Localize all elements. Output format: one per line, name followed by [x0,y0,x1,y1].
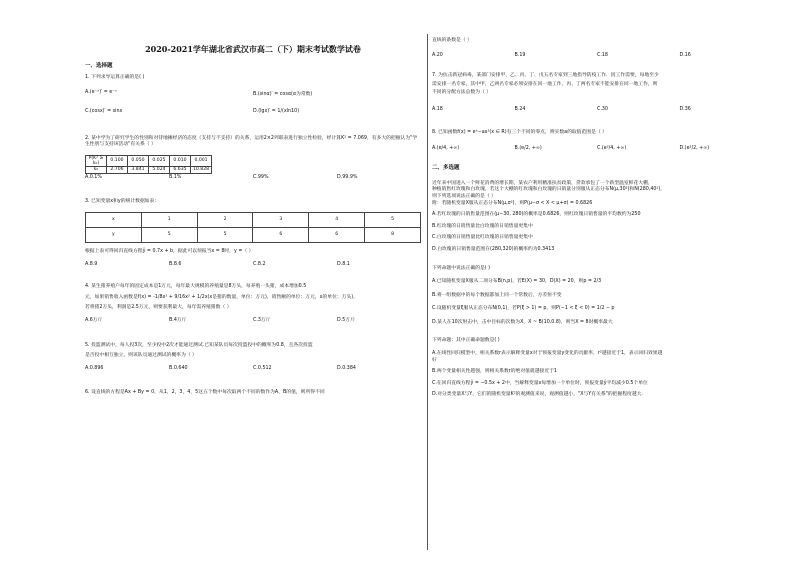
question-6 [85,390,421,397]
option-list [432,53,762,60]
option-c[interactable]: C.99% [253,174,269,180]
question-2 [85,136,421,182]
question-followup: 根据上表可得回归直线方程ŷ = 0.7x + b，据此可以预报当x = 8时，y =（ ） [85,248,254,254]
table-cell: 6.635 [170,166,191,173]
option-list [85,318,421,325]
exam-title: 2020-2021学年湖北省武汉市高二（下）期末考试数学试卷 [145,44,361,54]
option-c[interactable]: C.3万斤 [253,317,271,323]
table-cell: 3 [253,212,309,227]
option-c[interactable]: C.30 [597,106,608,112]
option-list [85,90,421,114]
right-column [432,34,762,399]
option-d[interactable]: D.某人在10次射击中，击中目标的次数为X，X ~ B(10,0.8)，则当X = 8时概率最大 [432,319,613,325]
table-cell: 0.001 [191,155,212,166]
question-8 [432,130,762,153]
option-b[interactable]: B.4万斤 [169,317,187,323]
option-d[interactable]: D.5万斤 [337,317,355,323]
option-d[interactable]: D.0.384 [337,365,356,371]
option-d[interactable]: D.(lgx)′ = 1/(xln10) [253,108,300,114]
table-row [86,227,421,242]
question-line: 附：若随机变量X服从正态分布N(μ,σ²)，则P(μ−σ < X < μ+σ) = 0.6826 [432,200,593,206]
question-3 [85,199,421,268]
table-cell: 0.100 [107,155,128,166]
question-stem: 3. 已知变量x和y的统计数据如表： [85,199,160,205]
option-c[interactable]: C.18 [597,52,608,58]
question-7 [432,73,762,113]
column-divider [427,34,428,550]
option-b[interactable]: B.1% [169,174,182,180]
option-d[interactable]: D.99.9% [337,174,358,180]
option-c[interactable]: C.(e²/4, +∞) [597,146,627,152]
question-stem: 2. 某中学为了研究学生的性别和对待地摊经济的态度（支持与不支持）的关系，运用2×2列联表进行独立性检验，经计算K² = 7.069，有多大的把握认为"学生性别与支持该活动"有关系（ ） [85,135,418,148]
option-c[interactable]: C.设随机变量ξ服从正态分布N(0,1)，若P(ξ > 1) = p，则P(−1 < ξ < 0) = 1/2 − p [432,306,615,312]
option-b[interactable]: B.0.640 [169,365,188,371]
option-d[interactable]: D.白玫瑰的日销售量范围在(280,320)的概率约为0.3413 [432,246,555,252]
question-9 [432,181,762,254]
option-d[interactable]: D.8.1 [337,261,350,267]
option-a[interactable]: A.0.896 [85,365,104,371]
option-c[interactable]: C.0.512 [253,365,272,371]
question-line: 6. 设直线的方程是Ax + By = 0，从1，2，3，4，5这五个数中每次取两个不同的数作为A、B的值，则所得不同 [85,390,325,396]
option-a[interactable]: A.在线性回归模型中，相关系数r表示解释变量x对于预报变量y变化的贡献率，r²越接近于1，表示回归效果越 [432,351,663,357]
table-cell: 0.050 [128,155,149,166]
option-c[interactable]: C.8.2 [253,261,266,267]
question-line: 若将猪2万头，利润是2.5万元，则要获利最大，每年需养殖猪数（ ） [85,305,232,311]
table-cell: x [86,212,142,227]
option-a[interactable]: A.已知随机变量X服从二项分布B(n,p)，若E(X) = 30，D(X) = 20，则p = 2/3 [432,279,602,285]
option-c[interactable]: C.(cosx)′ = sinx [85,108,123,114]
question-line: 需安排一名专家，其中甲、乙两名专家必须安排在同一地工作，丙、丁两名专家不能安排在同一地工作，则 [432,81,658,87]
question-11 [432,338,762,399]
option-b[interactable]: B.24 [514,106,526,112]
option-d[interactable]: D.36 [679,106,691,112]
table-cell: 5 [141,227,197,242]
table-cell: 2 [197,212,253,227]
question-line: 元，如果销售收入函数是f(x) = -1/8x³ + 9/16x² + 1/2x(x是猪的数量，单位：万元)，销售额的单位：万元，x的单位：万头)， [85,294,358,300]
table-cell: y [86,227,142,242]
option-b[interactable]: B.8.6 [169,261,182,267]
critical-value-table [85,155,212,174]
option-d[interactable]: D.(e²/2, +∞) [679,146,710,152]
table-cell: 0.025 [149,155,170,166]
option-list [432,146,762,153]
option-a[interactable]: A.6万斤 [85,317,103,323]
option-b[interactable]: B.将一组数据中的每个数据都加上同一个常数后，方差恒不变 [432,292,562,298]
option-a[interactable]: A.18 [432,106,443,112]
table-cell: 1 [141,212,197,227]
option-a[interactable]: A.若红玫瑰的日销售量范围在(μ−30, 280)的概率是0.6826，则红玫瑰日销售量的平均数约为250 [432,212,641,218]
option-c[interactable]: C.白玫瑰的日销售量比红玫瑰的日销售量更集中 [432,235,533,241]
option-b[interactable]: B.(sinα)′ = cosα(α为常数) [253,91,313,97]
left-column [85,34,421,397]
table-cell: 3.841 [128,166,149,173]
question-line: 4. 某生猪养殖户每年的固定成本是1万元，每年最大规模的养殖量是8万头，每养殖一头猪，成本增加0.5 [85,284,307,290]
option-a-continued: 好 [432,357,437,363]
option-list [85,175,421,182]
section-heading: 二、多选题 [432,164,460,171]
question-line: 不同的分配方法总数为（ ） [432,90,492,96]
question-line: 5. 投篮测试中，每人投3次，至少投中2次才能通过测试.已知某队员每次投篮投中的概率为0.8，且各次投篮 [85,342,313,348]
question-line: 近年来中国进入一个鲜花消费的增长期，某农户利用精准扶贫政策，贷款承包了一个新型温室鲜花大棚， [432,180,653,186]
question-stem: 下列命题中说法正确的是( ) [432,265,491,271]
option-b[interactable]: B.(e/2, +∞) [514,146,542,152]
table-row [86,155,212,166]
option-b[interactable]: B.19 [514,52,526,58]
question-line: 直线的条数是（ ） [432,38,472,43]
question-1 [85,75,421,114]
table-cell: 10.828 [191,166,212,173]
option-a[interactable]: A.(e/4, +∞) [432,146,460,152]
question-5 [85,343,421,373]
option-d[interactable]: D.16 [679,52,691,58]
table-cell: 5 [197,227,253,242]
question-stem: 下列命题：其中正确命题数是( ) [432,338,500,344]
question-line: 种植销售红玫瑰和白玫瑰，若这个大棚的红玫瑰和白玫瑰的日销量分别服从正态分布N(μ,30²)和N(280,40²)， [432,187,666,193]
option-b[interactable]: B.两个变量相关性越强，则相关系数r的绝对值就越接近于1 [432,369,557,375]
table-row [86,166,212,173]
table-row [86,212,421,227]
question-stem: 1. 下列求导运算正确的是( ) [85,75,145,80]
question-line: 是否投中相互独立，则该队员通过测试的概率为（ ） [85,353,197,359]
table-cell: 5 [365,212,421,227]
table-cell: 8 [365,227,421,242]
question-line: 则下列选项说法正确的是（ ） [432,193,496,199]
option-a[interactable]: A.(e⁻ˣ)′ = e⁻ˣ [85,89,117,95]
section-heading: 一、选择题 [85,63,113,69]
option-d[interactable]: D.对分类变量X与Y，它们的随机变量K²的观测值来说，观测值越小，"X与Y有关系"的把握程度越大. [432,392,643,398]
option-a[interactable]: A.20 [432,52,443,58]
question-4 [85,284,421,324]
table-cell: 2.706 [107,166,128,173]
question-stem: 8. 已知函数f(x) = eˣ−ax²(x ∈ R)有三个不同的零点，则实数a的取值范围是（ ） [432,129,607,135]
table-cell: 5.024 [149,166,170,173]
table-cell: 6 [309,227,365,242]
table-cell: k₀ [86,166,107,173]
option-list [432,107,762,114]
option-list [85,366,421,373]
option-c[interactable]: C.在回归直线方程ŷ = −0.5x + 2中，当解释变量x每增加一个单位时，预报变量ŷ平均减少0.5个单位 [432,380,648,386]
option-a[interactable]: A.8.9 [85,261,98,267]
statistics-table [85,212,421,243]
table-cell: 0.010 [170,155,191,166]
option-list [85,262,421,269]
question-10 [432,266,762,327]
question-line: 7. 为抗击新冠病毒，某部门安排甲、乙、丙、丁、戊五名专家到三地指导防疫工作．因工作需要，每地至少 [432,73,659,79]
table-cell: 6 [253,227,309,242]
table-cell: P(K² ≥ k₀) [86,155,107,166]
table-cell: 4 [309,212,365,227]
option-a[interactable]: A.0.1% [85,174,102,180]
option-b[interactable]: B.红玫瑰的日销售量比白玫瑰的日销售量更集中 [432,223,533,229]
